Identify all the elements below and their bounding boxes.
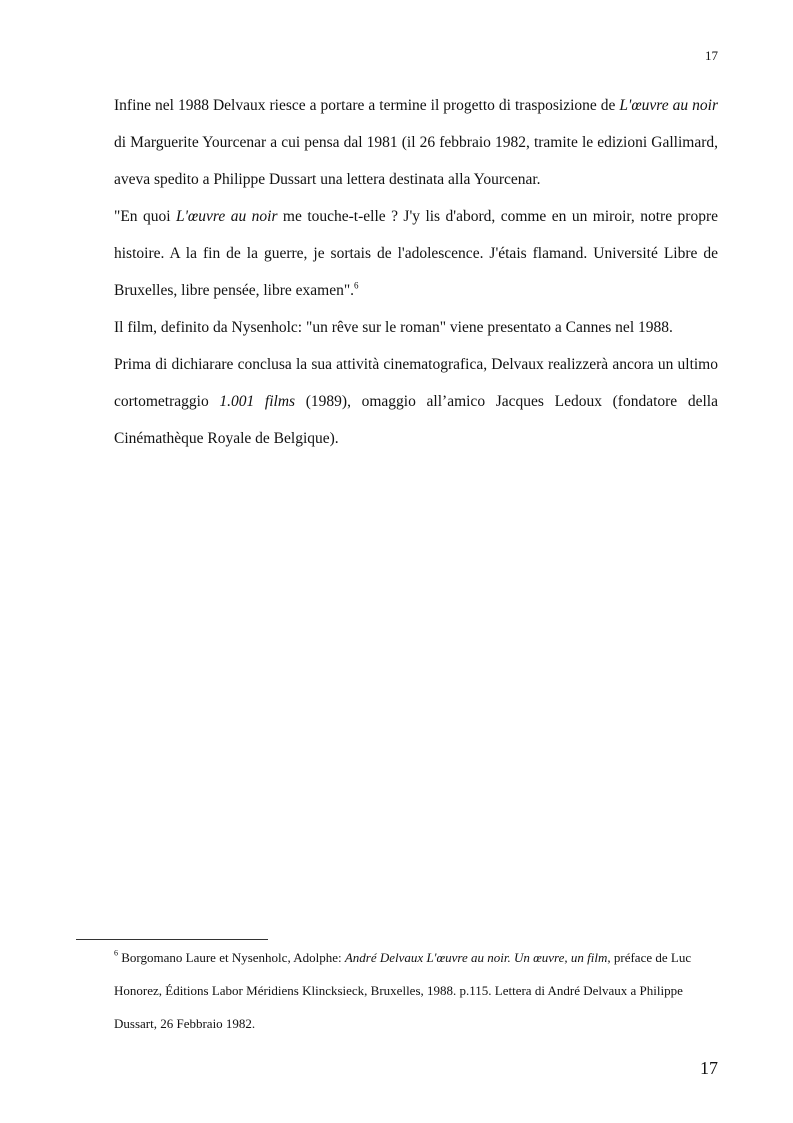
paragraph-1-text-a: Infine nel 1988 Delvaux riesce a portare a termine il progetto di trasposizione de <box>114 97 620 114</box>
header-page-number: 17 <box>705 48 718 63</box>
footnote-text-b: , préface de Luc Honorez, Éditions Labor Méridiens Klincksieck, Bruxelles, 1988. p.115. Lettera di André Delvaux a Philippe Dussart, 26 Febbraio 1982. <box>114 950 692 1031</box>
paragraph-1 <box>114 87 718 198</box>
footnote-reference-6[interactable]: 6 <box>354 280 359 291</box>
paragraph-2 <box>114 198 718 309</box>
footer-page-number: 17 <box>700 1058 718 1078</box>
paragraph-4-text-b: (1989), omaggio all’amico Jacques Ledoux (fondatore della Cinémathèque Royale de Belgique). <box>114 393 718 447</box>
paragraph-2-text-b: me touche-t-elle ? J'y lis d'abord, comme en un miroir, notre propre histoire. A la fin de la guerre, je sortais de l'adolescence. J'étais flamand. Université Libre de Bruxelles, libre pensée, libre examen". <box>114 208 718 299</box>
footnote-separator <box>76 939 268 940</box>
paragraph-2-text-a: "En quoi <box>114 208 176 225</box>
paragraph-3: Il film, definito da Nysenholc: "un rêve sur le roman" viene presentato a Cannes nel 1988. <box>114 319 673 336</box>
paragraph-4 <box>114 346 718 457</box>
footnote-6 <box>114 941 718 1040</box>
footnote-title: André Delvaux L'œuvre au noir. Un œuvre, un film <box>344 950 608 965</box>
paragraph-1-text-b: di Marguerite Yourcenar a cui pensa dal 1981 (il 26 febbraio 1982, tramite le edizioni Gallimard, aveva spedito a Philippe Dussart una lettera destinata alla Yourcenar. <box>114 134 718 188</box>
main-text <box>114 87 718 457</box>
paragraph-4-text-a: Prima di dichiarare conclusa la sua attività cinematografica, Delvaux realizzerà ancora un ultimo cortometraggio <box>114 356 718 410</box>
paragraph-1-title: L'œuvre au noir <box>619 97 718 114</box>
paragraph-4-title: 1.001 films <box>219 393 296 410</box>
footnote-text-a: Borgomano Laure et Nysenholc, Adolphe: <box>118 950 345 965</box>
paragraph-2-title: L'œuvre au noir <box>176 208 278 225</box>
footnote-number: 6 <box>114 948 118 958</box>
